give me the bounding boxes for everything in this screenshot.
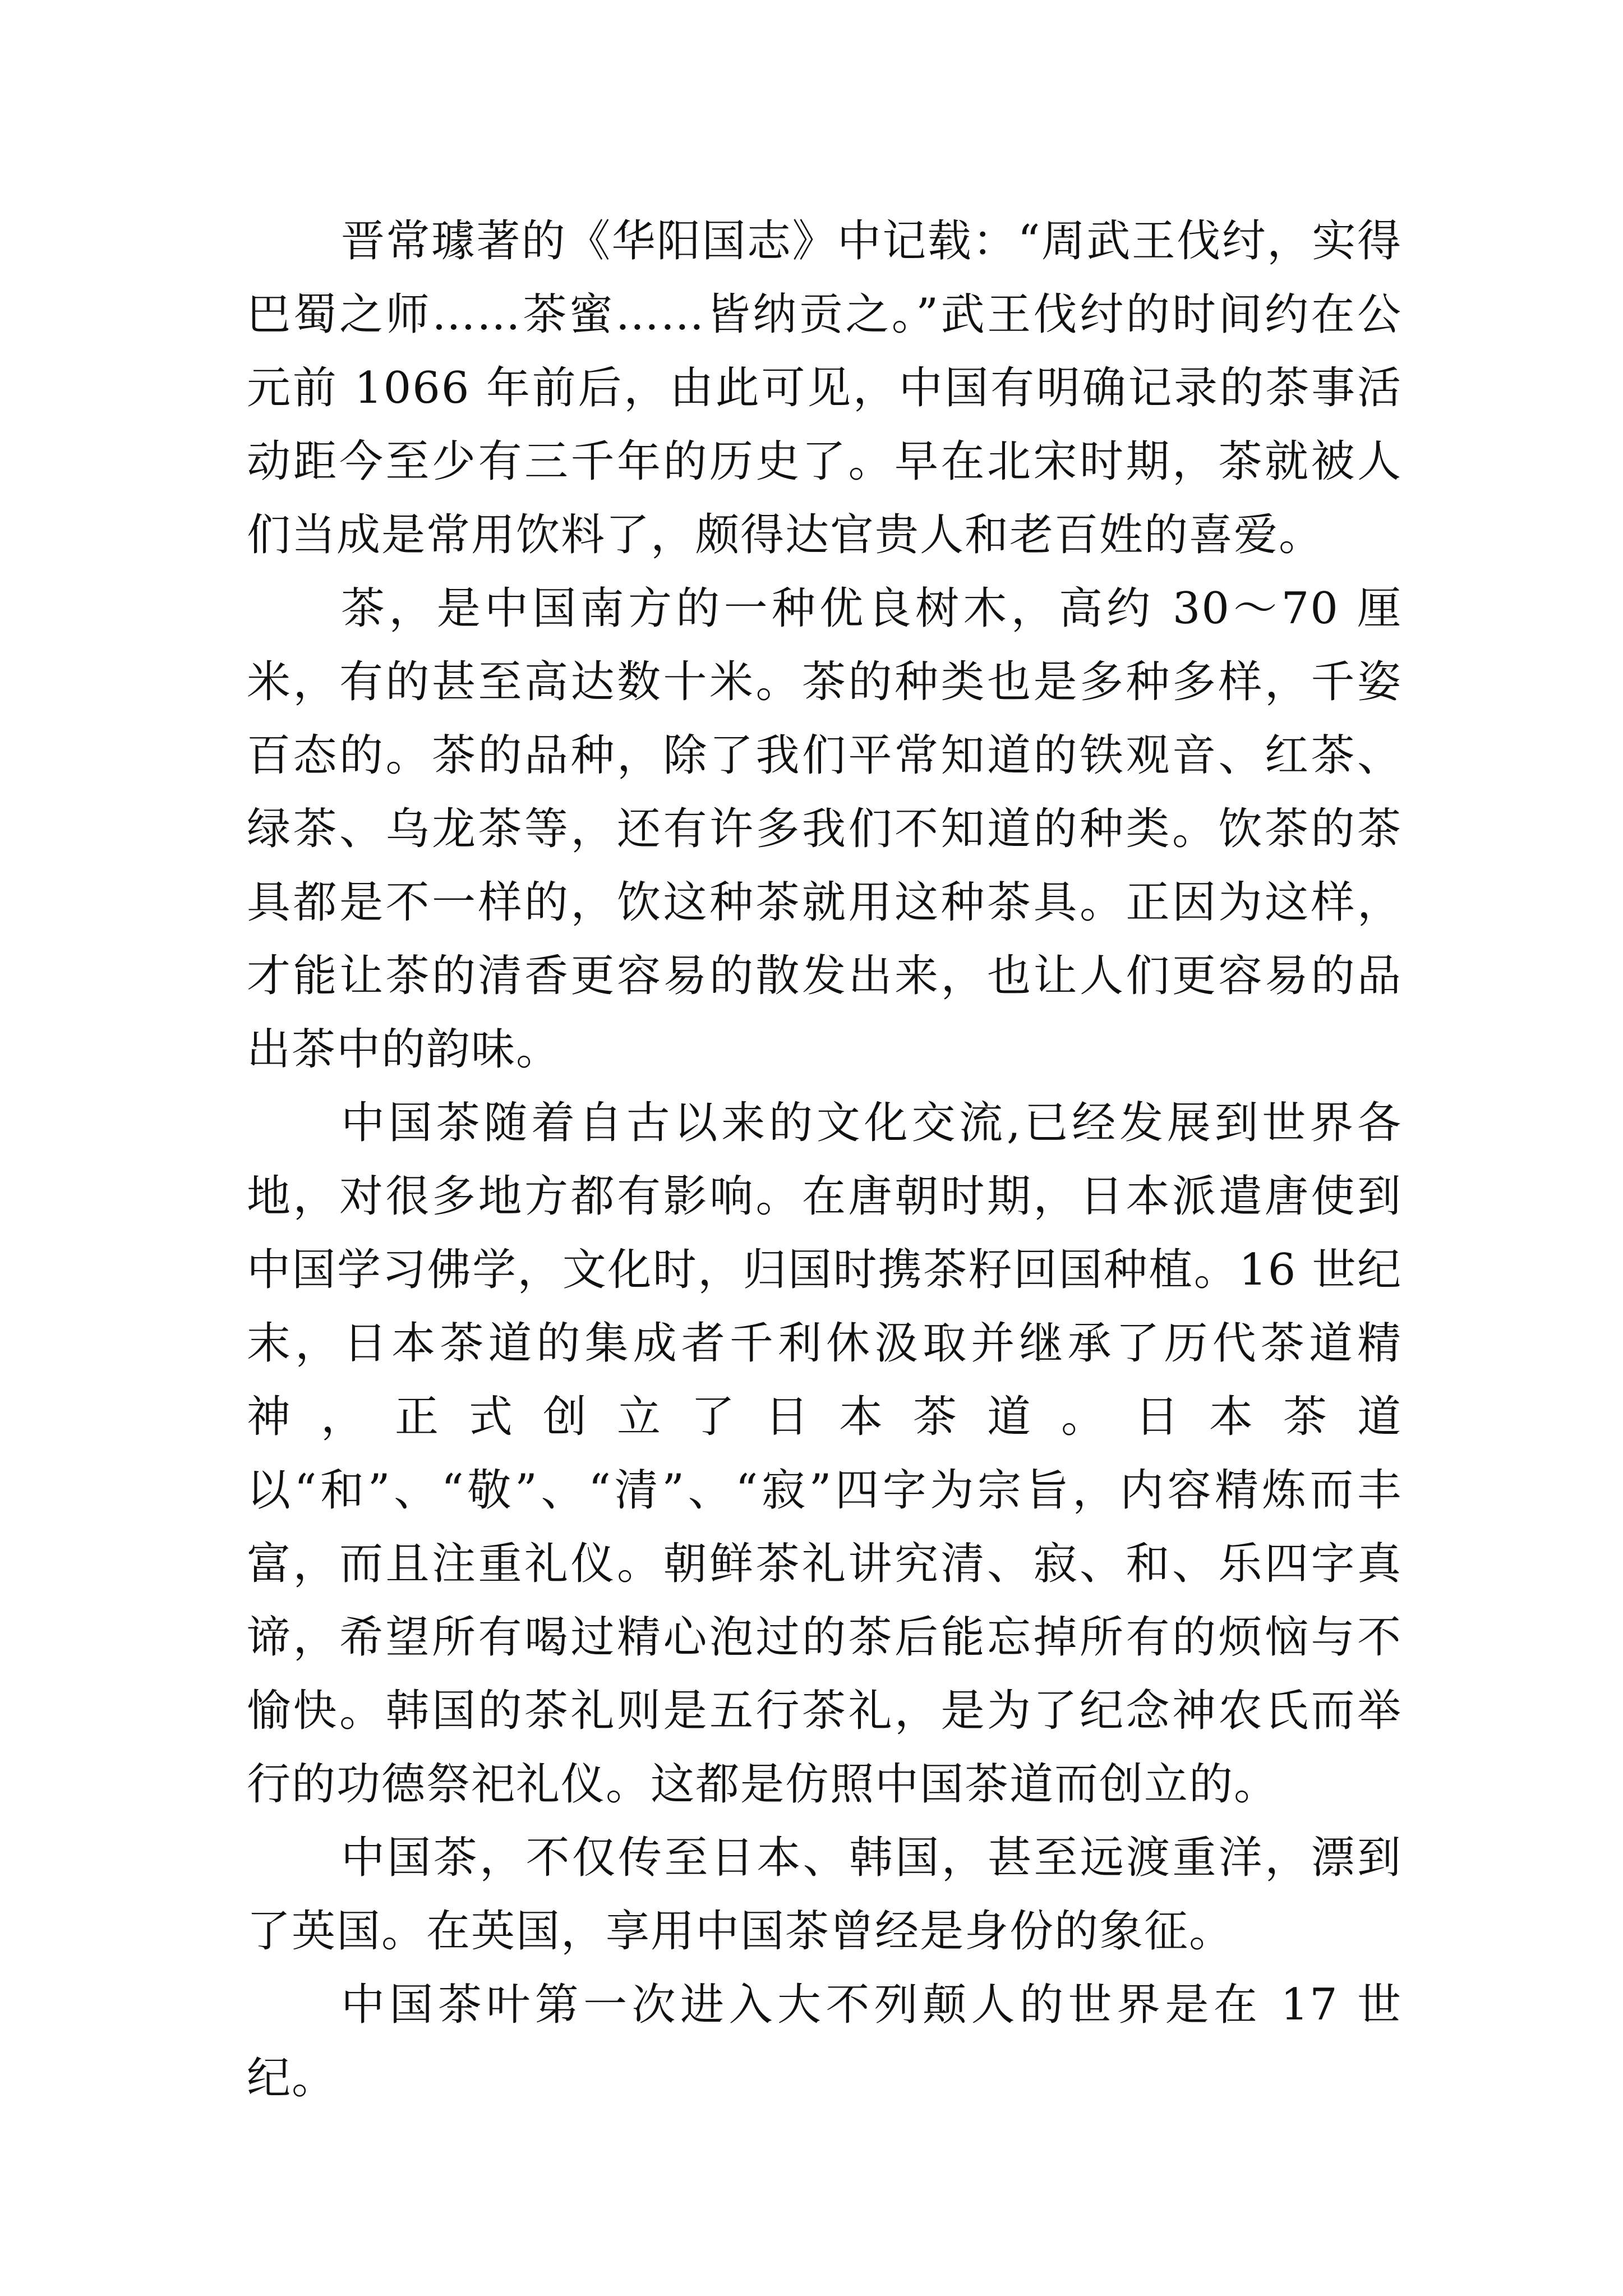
paragraph-5: 中国茶叶第一次进入大不列颠人的世界是在 17 世纪。 [247, 1980, 1402, 2104]
paragraph-4: 中国茶，不仅传至日本、韩国，甚至远渡重洋，漂到了英国。在英国，享用中国茶曾经是身份的象征。 [247, 1833, 1402, 1957]
paragraph-1: 晋常璩著的《华阳国志》中记载：“周武王伐纣，实得巴蜀之师……茶蜜……皆纳贡之。”武王伐纣的时间约在公元前 1066 年前后，由此可见，中国有明确记录的茶事活动距今至少有三千年的历史了。早在北宋时期，茶就被人们当成是常用饮料了，颇得达官贵人和老百姓的喜爱。 [247, 216, 1402, 560]
paragraph-3: 中国茶随着自古以来的文化交流,已经发展到世界各地，对很多地方都有影响。在唐朝时期，日本派遣唐使到中国学习佛学，文化时，归国时携茶籽回国种植。16 世纪末，日本茶道的集成者千利休汲取并继承了历代茶道精神，正式创立了日本茶道。日本茶道以“和”、“敬”、“清”、“寂”四字为宗旨，内容精炼而丰富，而且注重礼仪。朝鲜茶礼讲究清、寂、和、乐四字真谛，希望所有喝过精心泡过的茶后能忘掉所有的烦恼与不愉快。韩国的茶礼则是五行茶礼，是为了纪念神农氏而举行的功德祭祀礼仪。这都是仿照中国茶道而创立的。 [247, 1098, 1402, 1810]
paragraph-2: 茶，是中国南方的一种优良树木，高约 30～70 厘米，有的甚至高达数十米。茶的种类也是多种多样，千姿百态的。茶的品种，除了我们平常知道的铁观音、红茶、绿茶、乌龙茶等，还有许多我们不知道的种类。饮茶的茶具都是不一样的，饮这种茶就用这种茶具。正因为这样，才能让茶的清香更容易的散发出来，也让人们更容易的品出茶中的韵味。 [247, 583, 1402, 1075]
document-body [247, 205, 1402, 2115]
